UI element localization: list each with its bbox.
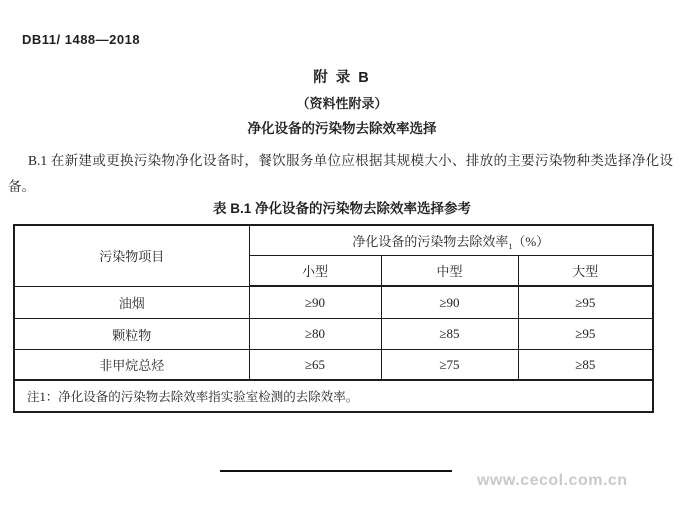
value-cell: ≥95	[518, 319, 653, 350]
value-cell: ≥65	[249, 350, 381, 381]
value-cell: ≥85	[518, 350, 653, 381]
row-label: 油烟	[14, 286, 249, 319]
appendix-subtitle: （资料性附录）	[296, 96, 388, 111]
site-watermark: www.cecol.com.cn	[477, 472, 628, 489]
appendix-heading: 净化设备的污染物去除效率选择	[247, 121, 437, 136]
value-cell: ≥95	[518, 286, 653, 319]
efficiency-group-unit: （%）	[512, 233, 550, 249]
table-caption: 表 B.1 净化设备的污染物去除效率选择参考	[212, 201, 471, 216]
header-cell-large: 大型	[518, 256, 653, 287]
header-cell-efficiency-group	[249, 225, 653, 256]
clause-b1-paragraph: B.1 在新建或更换污染物净化设备时，餐饮服务单位应根据其规模大小、排放的主要污染物种类选择净化设备。	[8, 152, 673, 194]
table-header-row-1	[14, 225, 653, 256]
appendix-title: 附 录 B	[313, 70, 371, 86]
value-cell: ≥75	[381, 350, 518, 381]
header-cell-small: 小型	[249, 256, 381, 287]
row-label: 颗粒物	[14, 319, 249, 350]
value-cell: ≥80	[249, 319, 381, 350]
table-row-nmhc	[14, 350, 653, 381]
header-cell-medium: 中型	[381, 256, 518, 287]
table-note-row	[14, 380, 653, 412]
value-cell: ≥90	[381, 286, 518, 319]
table-row-particulate	[14, 319, 653, 350]
value-cell: ≥90	[249, 286, 381, 319]
footer-rule	[220, 470, 452, 472]
footnote-marker: 1	[508, 241, 513, 251]
table-row-fume	[14, 286, 653, 319]
removal-efficiency-table	[13, 224, 654, 413]
value-cell: ≥85	[381, 319, 518, 350]
appendix-title-block	[0, 66, 684, 137]
efficiency-group-title: 净化设备的污染物去除效率	[352, 233, 509, 249]
table-note: 注1：净化设备的污染物去除效率指实验室检测的去除效率。	[14, 380, 653, 412]
standard-number: DB11/ 1488—2018	[22, 32, 141, 47]
row-label: 非甲烷总烃	[14, 350, 249, 381]
header-cell-pollutant: 污染物项目	[14, 225, 249, 286]
